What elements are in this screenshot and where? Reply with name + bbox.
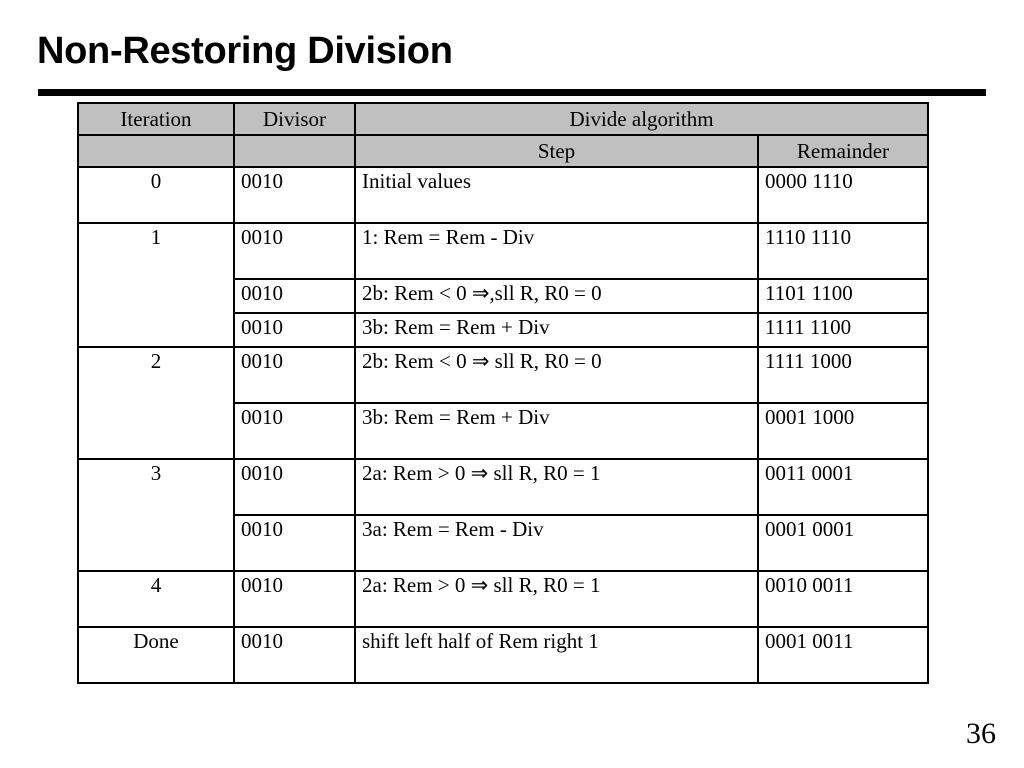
step-cell: Initial values <box>355 167 758 223</box>
divisor-cell: 0010 <box>234 279 355 313</box>
table-row <box>78 571 928 627</box>
remainder-cell: 0000 1110 <box>758 167 928 223</box>
remainder-cell: 0010 0011 <box>758 571 928 627</box>
step-cell: 3b: Rem = Rem + Div <box>355 403 758 459</box>
remainder-cell: 1111 1100 <box>758 313 928 347</box>
iteration-cell: 3 <box>78 459 234 571</box>
table-row <box>78 223 928 279</box>
divisor-cell: 0010 <box>234 223 355 279</box>
header-blank-iteration <box>78 135 234 167</box>
remainder-cell: 1110 1110 <box>758 223 928 279</box>
step-cell: 2a: Rem > 0 ⇒ sll R, R0 = 1 <box>355 571 758 627</box>
remainder-cell: 0011 0001 <box>758 459 928 515</box>
header-row-2 <box>78 135 928 167</box>
divisor-cell: 0010 <box>234 403 355 459</box>
step-cell: 3a: Rem = Rem - Div <box>355 515 758 571</box>
header-remainder: Remainder <box>758 135 928 167</box>
divisor-cell: 0010 <box>234 459 355 515</box>
step-cell: 2a: Rem > 0 ⇒ sll R, R0 = 1 <box>355 459 758 515</box>
divisor-cell: 0010 <box>234 571 355 627</box>
divisor-cell: 0010 <box>234 627 355 683</box>
remainder-cell: 0001 0001 <box>758 515 928 571</box>
divisor-cell: 0010 <box>234 167 355 223</box>
divisor-cell: 0010 <box>234 347 355 403</box>
remainder-cell: 1111 1000 <box>758 347 928 403</box>
step-cell: 3b: Rem = Rem + Div <box>355 313 758 347</box>
iteration-cell: 0 <box>78 167 234 223</box>
divisor-cell: 0010 <box>234 313 355 347</box>
table-row <box>78 459 928 515</box>
page-number: 36 <box>966 717 996 750</box>
title-divider <box>38 89 986 96</box>
table-row <box>78 347 928 403</box>
iteration-cell: 4 <box>78 571 234 627</box>
slide-title: Non-Restoring Division <box>37 30 453 72</box>
remainder-cell: 0001 1000 <box>758 403 928 459</box>
iteration-cell: 2 <box>78 347 234 459</box>
header-iteration: Iteration <box>78 103 234 135</box>
header-blank-divisor <box>234 135 355 167</box>
header-divide-algorithm: Divide algorithm <box>355 103 928 135</box>
remainder-cell: 0001 0011 <box>758 627 928 683</box>
division-table <box>77 102 929 684</box>
header-row-1 <box>78 103 928 135</box>
iteration-cell: Done <box>78 627 234 683</box>
header-divisor: Divisor <box>234 103 355 135</box>
table-row <box>78 627 928 683</box>
step-cell: shift left half of Rem right 1 <box>355 627 758 683</box>
iteration-cell: 1 <box>78 223 234 347</box>
step-cell: 2b: Rem < 0 ⇒ sll R, R0 = 0 <box>355 347 758 403</box>
table-row <box>78 167 928 223</box>
divisor-cell: 0010 <box>234 515 355 571</box>
header-step: Step <box>355 135 758 167</box>
remainder-cell: 1101 1100 <box>758 279 928 313</box>
step-cell: 1: Rem = Rem - Div <box>355 223 758 279</box>
step-cell: 2b: Rem < 0 ⇒,sll R, R0 = 0 <box>355 279 758 313</box>
